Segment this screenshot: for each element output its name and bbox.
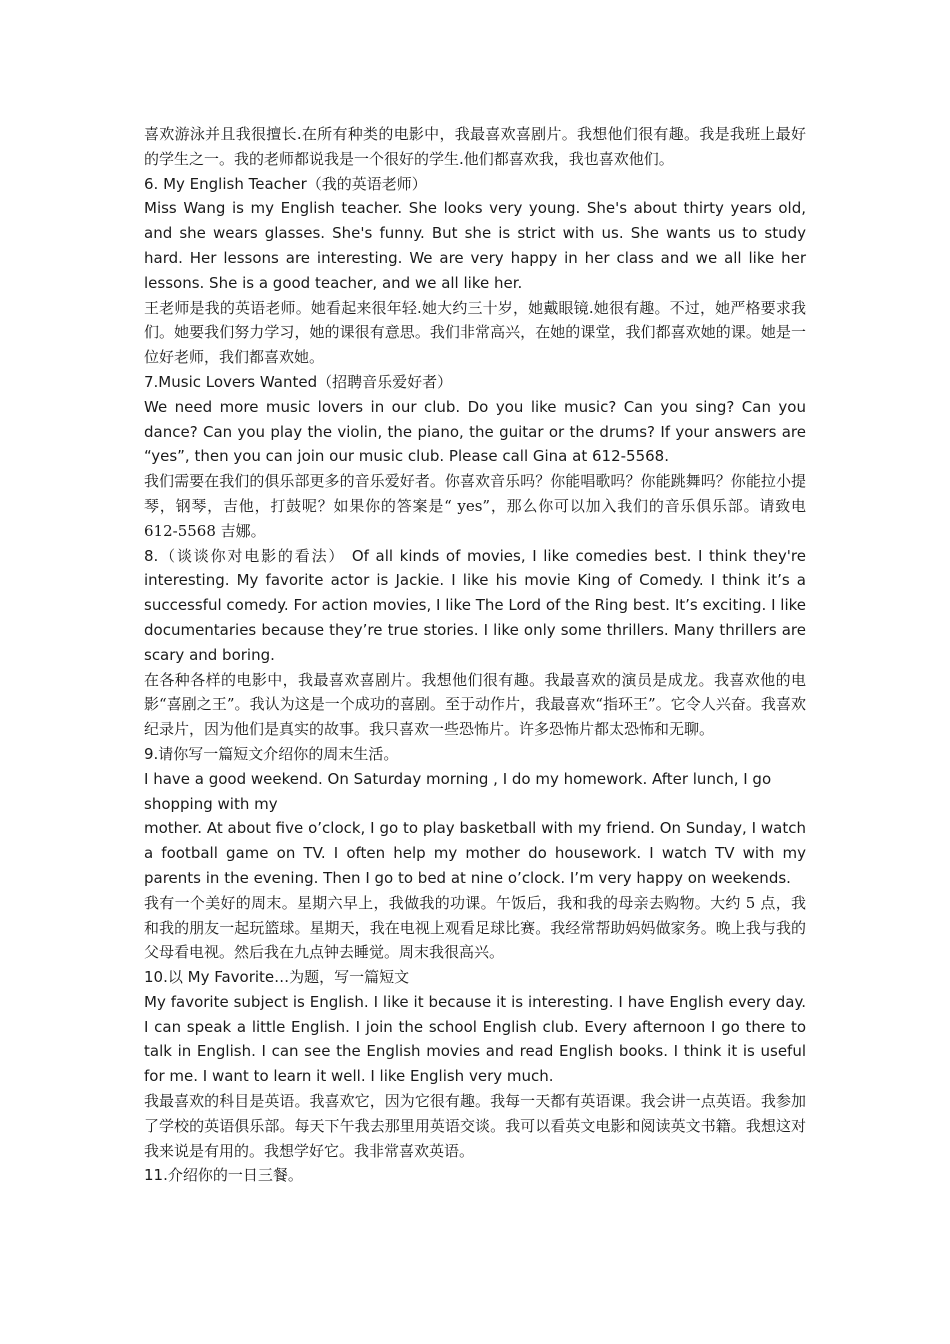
paragraph-en-teacher: Miss Wang is my English teacher. She looks very young. She's about thirty years old, and she wears glasses. She's funny. But she is strict with us. She wants us to study hard. Her lessons are interesting. We are very happy in her class and we all like her lessons. She is a good teacher, and we all like her. — [144, 199, 806, 292]
paragraph-cn-favorite: 我最喜欢的科目是英语。我喜欢它，因为它很有趣。我每一天都有英语课。我会讲一点英语。我参加了学校的英语俱乐部。每天下午我去那里用英语交谈。我可以看英文电影和阅读英文书籍。我想这对我来说是有用的。我想学好它。我非常喜欢英语。 — [144, 1092, 806, 1160]
paragraph-cn-continuation: 喜欢游泳并且我很擅长.在所有种类的电影中，我最喜欢喜剧片。我想他们很有趣。我是我班上最好的学生之一。我的老师都说我是一个很好的学生.他们都喜欢我，我也喜欢他们。 — [144, 125, 806, 168]
paragraph-cn-teacher: 王老师是我的英语老师。她看起来很年轻.她大约三十岁，她戴眼镜.她很有趣。不过，她严格要求我们。她要我们努力学习，她的课很有意思。我们非常高兴，在她的课堂，我们都喜欢她的课。她是一位好老师，我们都喜欢她。 — [144, 298, 806, 367]
paragraph-en-favorite: My favorite subject is English. I like it because it is interesting. I have English every day. I can speak a little English. I join the school English club. Every afternoon I go there to talk in English. I can see the English movies and read English books. I think it is useful for me. I want to learn it well. I like English very much. — [144, 992, 806, 1086]
heading-7: 7.Music Lovers Wanted（招聘音乐爱好者） — [144, 372, 453, 391]
paragraph-en-weekend-1: I have a good weekend. On Saturday morning , I do my homework. After lunch, I go shopping with my — [144, 769, 772, 813]
heading-9: 9.请你写一篇短文介绍你的周末生活。 — [144, 744, 399, 763]
heading-10: 10.以 My Favorite…为题，写一篇短文 — [144, 968, 410, 987]
paragraph-en-music: We need more music lovers in our club. Do you like music? Can you sing? Can you dance? Can you play the violin, the piano, the guitar or the drums? If your answers are “yes”, then you can join our music club. Please call Gina at 612-5568. — [144, 397, 806, 466]
paragraph-en-weekend-2: mother. At about five o’clock, I go to play basketball with my friend. On Sunday, I watch a football game on TV. I often help my mother do housework. I watch TV with my parents in the evening. Then I go to bed at nine o’clock. I’m very happy on weekends. — [144, 819, 806, 887]
paragraph-cn-music: 我们需要在我们的俱乐部更多的音乐爱好者。你喜欢音乐吗？你能唱歌吗？你能跳舞吗？你能拉小提琴，钢琴，吉他，打鼓呢？如果你的答案是“ yes”，那么你可以加入我们的音乐俱乐部。请致电 612-5568 吉娜。 — [144, 472, 806, 540]
document-page — [144, 122, 806, 1188]
paragraph-cn-weekend: 我有一个美好的周末。星期六早上，我做我的功课。午饭后，我和我的母亲去购物。大约 5 点，我和我的朋友一起玩篮球。星期天，我在电视上观看足球比赛。我经常帮助妈妈做家务。晚上我与我的父母看电视。然后我在九点钟去睡觉。周末我很高兴。 — [144, 893, 806, 962]
heading-6: 6. My English Teacher（我的英语老师） — [144, 174, 427, 193]
paragraph-en-movies: 8.（谈谈你对电影的看法） Of all kinds of movies, I like comedies best. I think they're interesting. My favorite actor is Jackie. I like his movie King of Comedy. I think it’s a successful comedy. For action movies, I like The Lord of the Ring best. It’s exciting. I like documentaries because they’re true stories. I like only some thrillers. Many thrillers are scary and boring. — [144, 546, 806, 664]
paragraph-cn-movies: 在各种各样的电影中，我最喜欢喜剧片。我想他们很有趣。我最喜欢的演员是成龙。我喜欢他的电影“喜剧之王”。我认为这是一个成功的喜剧。至于动作片，我最喜欢“指环王”。它令人兴奋。我喜欢纪录片，因为他们是真实的故事。我只喜欢一些恐怖片。许多恐怖片都太恐怖和无聊。 — [144, 670, 806, 739]
heading-11: 11.介绍你的一日三餐。 — [144, 1166, 303, 1185]
